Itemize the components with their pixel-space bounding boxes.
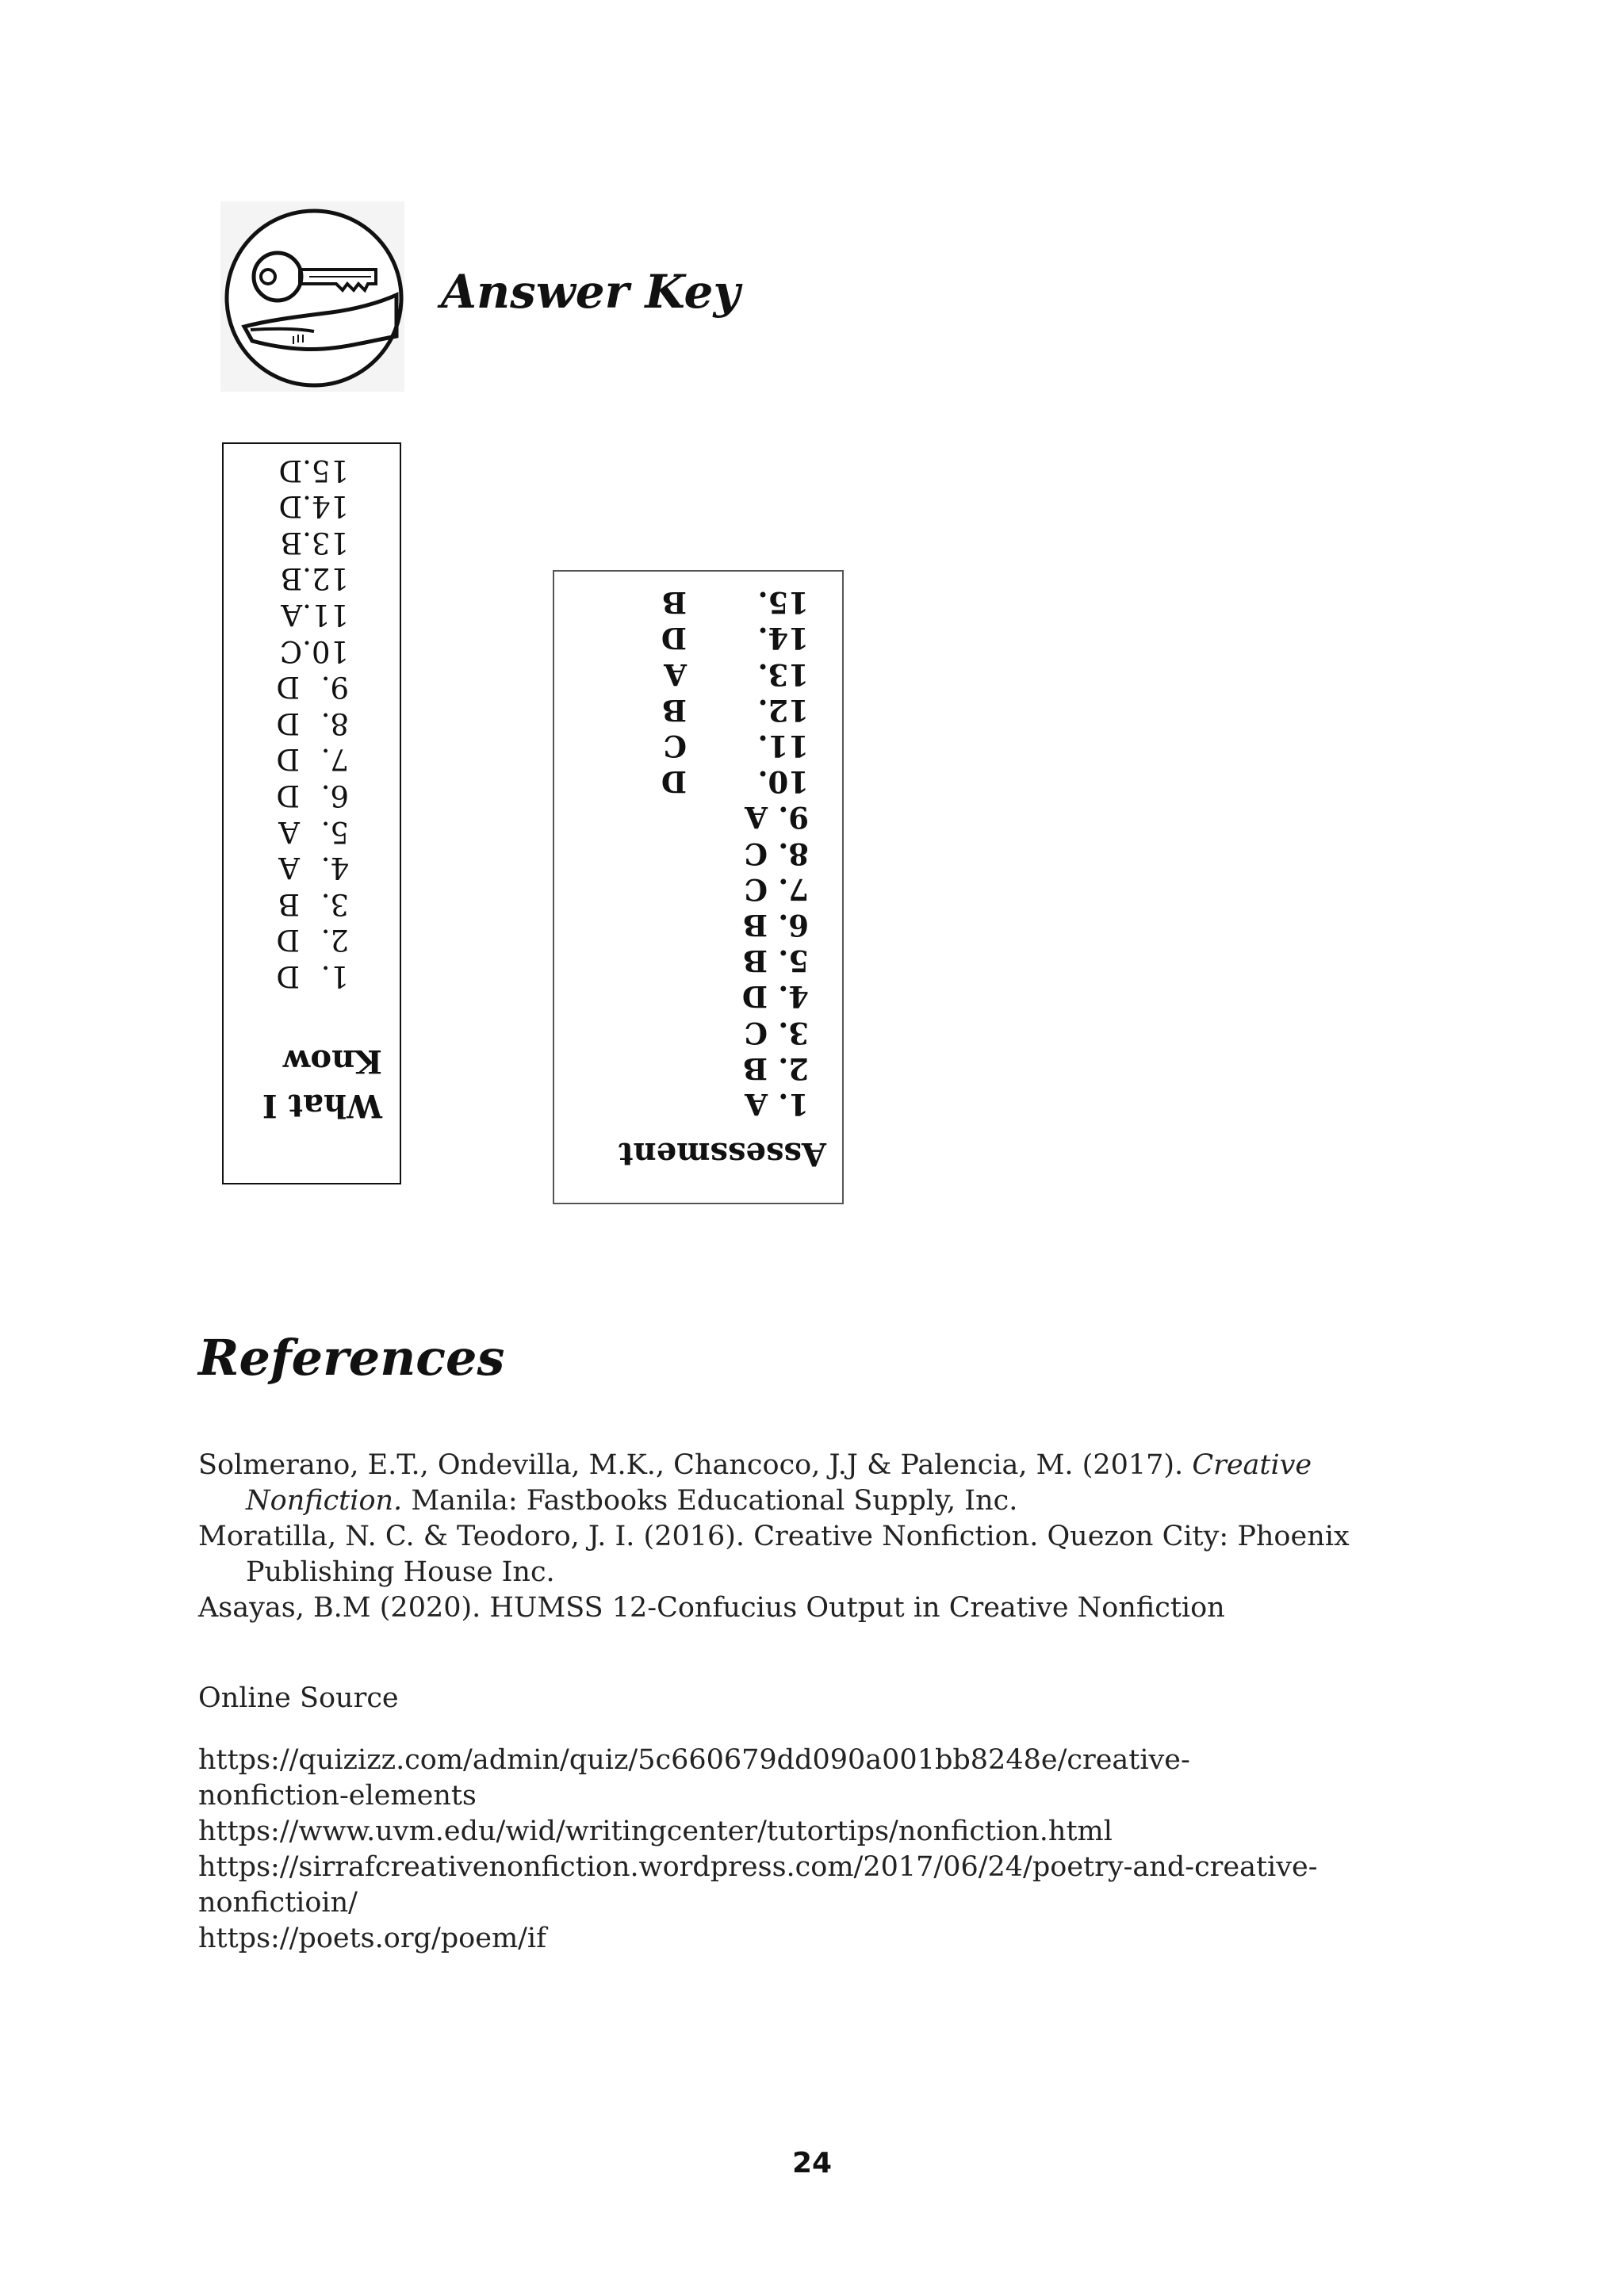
answer-item bbox=[276, 596, 349, 633]
answer-item bbox=[661, 871, 809, 907]
answer-number: 14. bbox=[757, 621, 809, 656]
online-source-link[interactable]: https://quizizz.com/admin/quiz/5c660679dd090a001bb8248e/creative- bbox=[198, 1744, 1190, 1776]
answer-letter: B bbox=[661, 692, 687, 728]
answer-letter: D bbox=[278, 453, 303, 488]
answer-letter: A bbox=[278, 814, 300, 849]
reference-text: Manila: Fastbooks Educational Supply, Inc. bbox=[402, 1485, 1018, 1517]
answer-letter: A bbox=[281, 598, 303, 633]
what-i-know-answer-box bbox=[222, 442, 401, 1184]
answer-letter: D bbox=[276, 742, 300, 777]
online-source-label: Online Source bbox=[198, 1682, 399, 1714]
answer-letter: B bbox=[742, 907, 768, 943]
answer-item bbox=[661, 1014, 809, 1050]
answer-item bbox=[661, 656, 809, 691]
assessment-heading: Assessment bbox=[619, 1135, 826, 1173]
answer-number: 1. bbox=[320, 959, 349, 993]
answer-letter: B bbox=[742, 1050, 768, 1086]
answer-number: 12. bbox=[302, 561, 349, 596]
answer-item bbox=[661, 907, 809, 943]
assessment-answer-list bbox=[661, 584, 809, 1122]
online-source-link[interactable]: https://poets.org/poem/if bbox=[198, 1923, 547, 1954]
answer-item bbox=[661, 1086, 809, 1122]
answer-number: 6. bbox=[320, 779, 349, 813]
answer-number: 9. bbox=[320, 670, 349, 705]
answer-number: 3. bbox=[778, 1015, 809, 1050]
answer-letter: C bbox=[279, 633, 303, 668]
online-source-link[interactable]: nonfiction-elements bbox=[198, 1780, 477, 1812]
reference-entry bbox=[198, 1448, 1435, 1519]
answer-item bbox=[661, 692, 809, 728]
answer-number: 7. bbox=[320, 742, 349, 777]
answer-number: 6. bbox=[778, 907, 809, 943]
assessment-answer-box bbox=[553, 570, 844, 1204]
reference-text: Moratilla, N. C. & Teodoro, J. I. (2016). Creative Nonfiction. Quezon City: Phoenix Publishing House Inc. bbox=[198, 1521, 1350, 1588]
answer-key-title: Answer Key bbox=[441, 265, 741, 319]
answer-item bbox=[276, 958, 349, 994]
online-source-link[interactable]: https://www.uvm.edu/wid/writingcenter/tutortips/nonfiction.html bbox=[198, 1816, 1113, 1847]
answer-letter: A bbox=[664, 656, 687, 692]
answer-letter: D bbox=[661, 621, 687, 656]
answer-letter: B bbox=[278, 886, 300, 921]
answer-item bbox=[276, 705, 349, 741]
reference-text: Solmerano, E.T., Ondevilla, M.K., Chancoco, J.J & Palencia, M. (2017). bbox=[198, 1449, 1193, 1481]
answer-number: 10. bbox=[302, 633, 349, 668]
answer-item bbox=[661, 799, 809, 835]
answer-letter: A bbox=[745, 800, 768, 836]
key-in-hand-icon bbox=[220, 201, 404, 392]
answer-item bbox=[661, 763, 809, 799]
answer-item bbox=[661, 620, 809, 656]
answer-letter: C bbox=[744, 871, 768, 907]
reference-text: Asayas, B.M (2020). HUMSS 12-Confucius Output in Creative Nonfiction bbox=[198, 1592, 1225, 1624]
answer-letter: B bbox=[661, 585, 687, 621]
answer-item bbox=[661, 835, 809, 871]
answer-item bbox=[661, 978, 809, 1014]
answer-letter: A bbox=[745, 1087, 768, 1122]
page-number: 24 bbox=[791, 2147, 833, 2179]
answer-item bbox=[661, 943, 809, 978]
reference-list bbox=[198, 1448, 1435, 1626]
answer-number: 5. bbox=[320, 814, 349, 849]
what-i-know-heading-line2: Know bbox=[283, 1043, 382, 1080]
answer-number: 4. bbox=[320, 851, 349, 886]
reference-book-title: Creative Nonfiction. bbox=[246, 1449, 1312, 1517]
answer-number: 1. bbox=[778, 1087, 809, 1122]
answer-number: 14. bbox=[302, 489, 349, 524]
answer-letter: C bbox=[663, 728, 687, 763]
answer-number: 11. bbox=[302, 598, 349, 633]
answer-letter: B bbox=[280, 561, 303, 596]
online-source-list bbox=[198, 1743, 1435, 1957]
answer-number: 3. bbox=[320, 886, 349, 921]
answer-number: 15. bbox=[757, 585, 809, 621]
answer-item bbox=[276, 850, 349, 886]
online-source-link[interactable]: https://sirrafcreativenonfiction.wordpress.com/2017/06/24/poetry-and-creative- bbox=[198, 1851, 1318, 1883]
references-title: References bbox=[198, 1329, 505, 1387]
answer-item bbox=[276, 561, 349, 597]
answer-number: 15. bbox=[302, 453, 349, 488]
answer-item bbox=[276, 886, 349, 922]
what-i-know-heading bbox=[262, 1039, 382, 1127]
answer-number: 11. bbox=[757, 728, 809, 763]
answer-item bbox=[276, 741, 349, 778]
answer-item bbox=[661, 1050, 809, 1086]
answer-letter: D bbox=[276, 923, 300, 958]
reference-entry bbox=[198, 1519, 1435, 1590]
answer-item bbox=[661, 584, 809, 620]
answer-number: 13. bbox=[757, 656, 809, 692]
answer-number: 2. bbox=[320, 923, 349, 958]
answer-item bbox=[276, 633, 349, 669]
answer-letter: B bbox=[742, 943, 768, 979]
answer-item bbox=[276, 922, 349, 959]
answer-letter: D bbox=[276, 959, 300, 993]
answer-item bbox=[661, 728, 809, 763]
answer-number: 5. bbox=[778, 943, 809, 979]
answer-letter: A bbox=[278, 851, 300, 886]
answer-item bbox=[276, 452, 349, 488]
answer-letter: C bbox=[744, 836, 768, 871]
answer-item bbox=[276, 488, 349, 525]
answer-item bbox=[276, 813, 349, 850]
answer-item bbox=[276, 669, 349, 706]
answer-item bbox=[276, 524, 349, 561]
answer-number: 2. bbox=[778, 1050, 809, 1086]
answer-letter: D bbox=[276, 670, 300, 705]
answer-number: 8. bbox=[778, 836, 809, 871]
what-i-know-answer-list bbox=[276, 452, 349, 994]
answer-item bbox=[276, 777, 349, 813]
online-source-link[interactable]: nonfictioin/ bbox=[198, 1887, 358, 1919]
answer-letter: B bbox=[280, 525, 303, 560]
reference-entry bbox=[198, 1590, 1435, 1626]
answer-letter: C bbox=[744, 1015, 768, 1050]
answer-letter: D bbox=[741, 979, 768, 1015]
answer-number: 7. bbox=[778, 871, 809, 907]
answer-letter: D bbox=[278, 489, 303, 524]
answer-number: 8. bbox=[320, 706, 349, 740]
answer-number: 4. bbox=[778, 979, 809, 1015]
answer-letter: D bbox=[276, 706, 300, 740]
answer-number: 13. bbox=[302, 525, 349, 560]
answer-number: 10. bbox=[757, 764, 809, 800]
answer-letter: D bbox=[276, 779, 300, 813]
answer-number: 12. bbox=[757, 692, 809, 728]
what-i-know-heading-line1: What I bbox=[262, 1087, 382, 1124]
answer-number: 9. bbox=[778, 800, 809, 836]
answer-letter: D bbox=[661, 764, 687, 800]
